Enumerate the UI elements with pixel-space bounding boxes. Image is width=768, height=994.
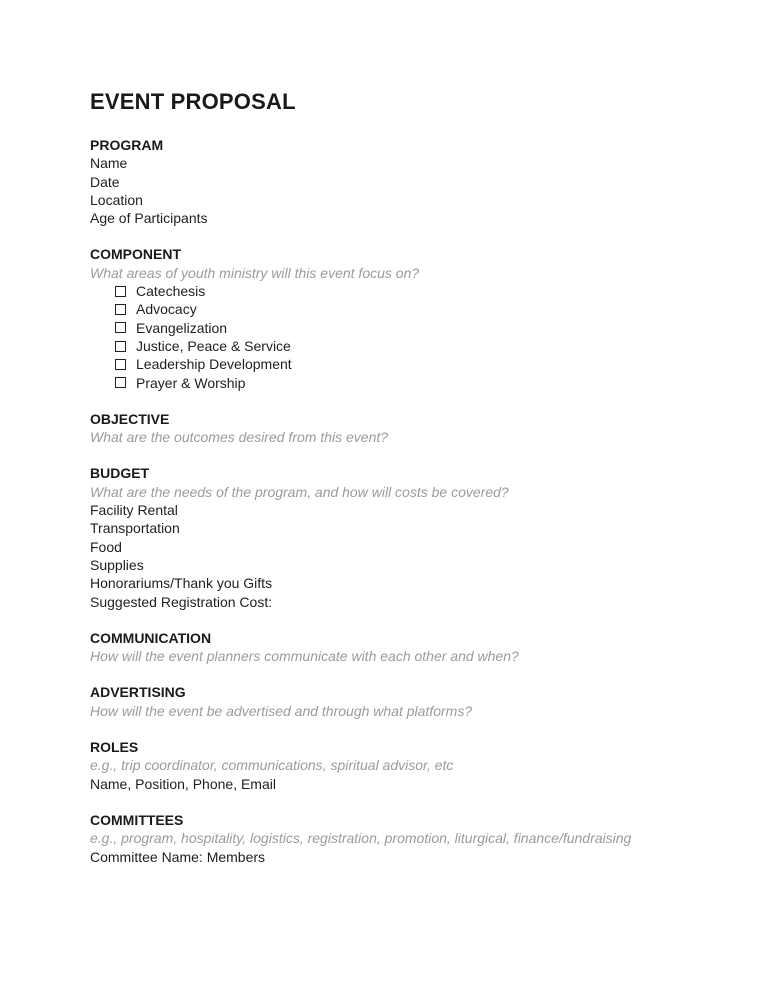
section-heading: COMMUNICATION bbox=[90, 629, 212, 646]
checkbox-item[interactable] bbox=[90, 319, 682, 337]
prompt-text: What areas of youth ministry will this event focus on? bbox=[90, 264, 420, 281]
checkbox-icon[interactable] bbox=[115, 304, 126, 315]
section-heading: PROGRAM bbox=[90, 137, 164, 153]
section-committees bbox=[90, 811, 682, 866]
body-line: Location bbox=[90, 191, 143, 208]
checkbox-item[interactable] bbox=[90, 282, 682, 300]
body-line: Honorariums/Thank you Gifts bbox=[90, 575, 273, 592]
body-line: Date bbox=[90, 173, 120, 190]
body-line: Facility Rental bbox=[90, 502, 178, 519]
body-line: Name bbox=[90, 155, 128, 172]
checkbox-item[interactable] bbox=[90, 374, 682, 392]
prompt-text: e.g., program, hospitality, logistics, registration, promotion, liturgical, finance/fundraising bbox=[90, 830, 632, 847]
section-communication bbox=[90, 629, 682, 666]
body-line: Age of Participants bbox=[90, 210, 208, 227]
checkbox-item[interactable] bbox=[90, 300, 682, 318]
checkbox-icon[interactable] bbox=[115, 286, 126, 297]
body-line: Transportation bbox=[90, 520, 180, 537]
checkbox-icon[interactable] bbox=[115, 322, 126, 333]
prompt-text: e.g., trip coordinator, communications, spiritual advisor, etc bbox=[90, 757, 454, 774]
checkbox-label: Prayer & Worship bbox=[136, 374, 246, 391]
section-heading: COMMITTEES bbox=[90, 811, 184, 828]
section-heading: ADVERTISING bbox=[90, 684, 186, 701]
checkbox-label: Catechesis bbox=[136, 283, 206, 300]
checkbox-label: Justice, Peace & Service bbox=[136, 337, 291, 354]
body-line: Suggested Registration Cost: bbox=[90, 593, 273, 610]
section-heading: ROLES bbox=[90, 739, 139, 756]
checkbox-label: Advocacy bbox=[136, 301, 197, 318]
body-line: Supplies bbox=[90, 556, 144, 573]
section-advertising bbox=[90, 683, 682, 720]
section-heading: OBJECTIVE bbox=[90, 410, 170, 427]
prompt-text: How will the event be advertised and through what platforms? bbox=[90, 702, 473, 719]
section-roles bbox=[90, 738, 682, 793]
section-program bbox=[90, 136, 682, 227]
document-title: EVENT PROPOSAL bbox=[90, 89, 296, 114]
checkbox-icon[interactable] bbox=[115, 341, 126, 352]
section-budget bbox=[90, 464, 682, 610]
body-line: Committee Name: Members bbox=[90, 848, 266, 865]
checkbox-icon[interactable] bbox=[115, 377, 126, 388]
section-heading: BUDGET bbox=[90, 465, 150, 482]
prompt-text: What are the outcomes desired from this event? bbox=[90, 429, 389, 446]
section-objective bbox=[90, 410, 682, 447]
section-heading: COMPONENT bbox=[90, 246, 181, 263]
body-line: Name, Position, Phone, Email bbox=[90, 775, 276, 792]
prompt-text: How will the event planners communicate with each other and when? bbox=[90, 648, 519, 665]
checkbox-label: Evangelization bbox=[136, 319, 228, 336]
checkbox-icon[interactable] bbox=[115, 359, 126, 370]
checkbox-item[interactable] bbox=[90, 355, 682, 373]
checkbox-item[interactable] bbox=[90, 337, 682, 355]
prompt-text: What are the needs of the program, and how will costs be covered? bbox=[90, 483, 509, 500]
body-line: Food bbox=[90, 538, 122, 555]
checkbox-label: Leadership Development bbox=[136, 356, 292, 373]
section-component bbox=[90, 245, 682, 391]
